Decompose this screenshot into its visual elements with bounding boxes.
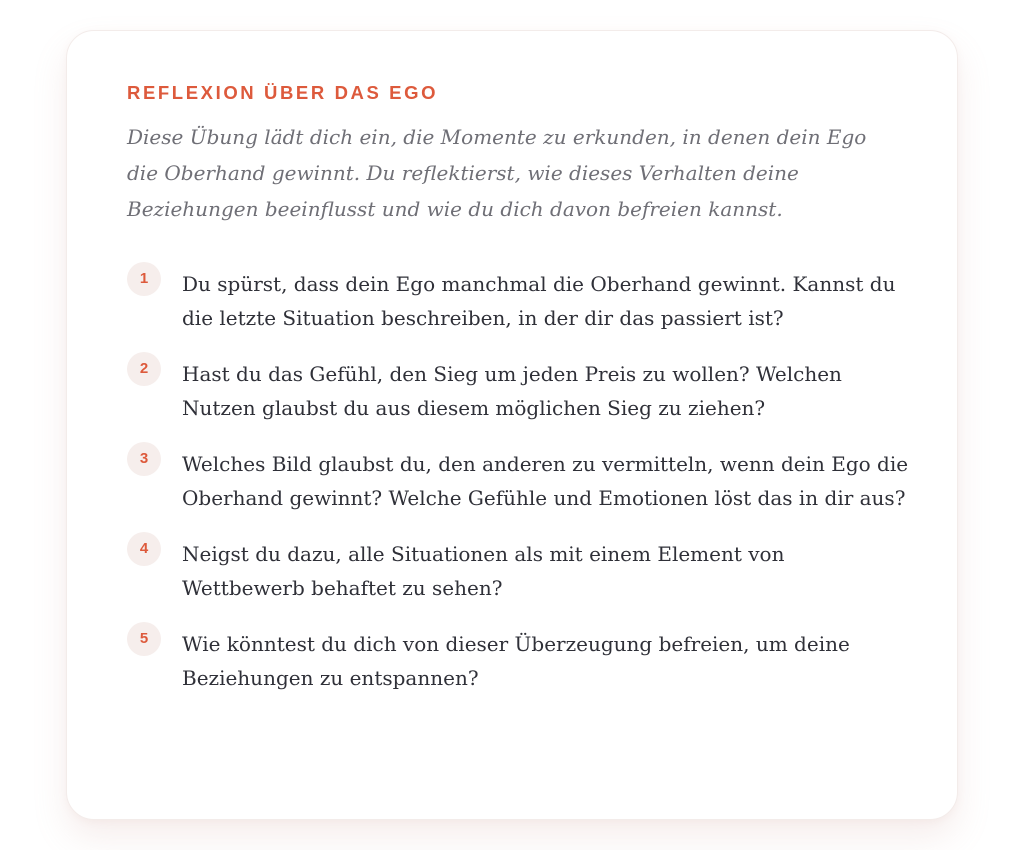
question-text: Neigst du dazu, alle Situationen als mit einem Element von Wettbewerb behaftet zu sehen?	[182, 542, 785, 600]
question-item	[127, 357, 897, 425]
exercise-card	[66, 30, 958, 820]
question-item	[127, 267, 897, 335]
exercise-intro: Diese Übung lädt dich ein, die Momente zu erkunden, in denen dein Ego die Oberhand gewinnt. Du reflektierst, wie dieses Verhalten deine Beziehungen beeinflusst und wie du dich davon befreien kannst.	[127, 125, 867, 221]
question-list	[127, 267, 909, 695]
question-text: Hast du das Gefühl, den Sieg um jeden Preis zu wollen? Welchen Nutzen glaubst du aus diesem möglichen Sieg zu ziehen?	[182, 362, 842, 420]
question-number-badge: 4	[127, 532, 161, 566]
exercise-title: REFLEXION ÜBER DAS EGO	[127, 82, 439, 103]
question-number-badge: 5	[127, 622, 161, 656]
question-item	[127, 627, 897, 695]
question-number-badge: 3	[127, 442, 161, 476]
question-text: Du spürst, dass dein Ego manchmal die Oberhand gewinnt. Kannst du die letzte Situation beschreiben, in der dir das passiert ist?	[182, 272, 896, 330]
question-number-badge: 2	[127, 352, 161, 386]
question-item	[127, 447, 909, 515]
question-number-badge: 1	[127, 262, 161, 296]
question-text: Wie könntest du dich von dieser Überzeugung befreien, um deine Beziehungen zu entspannen?	[182, 632, 850, 690]
question-item	[127, 537, 897, 605]
question-text: Welches Bild glaubst du, den anderen zu vermitteln, wenn dein Ego die Oberhand gewinnt? Welche Gefühle und Emotionen löst das in dir aus?	[182, 452, 909, 510]
